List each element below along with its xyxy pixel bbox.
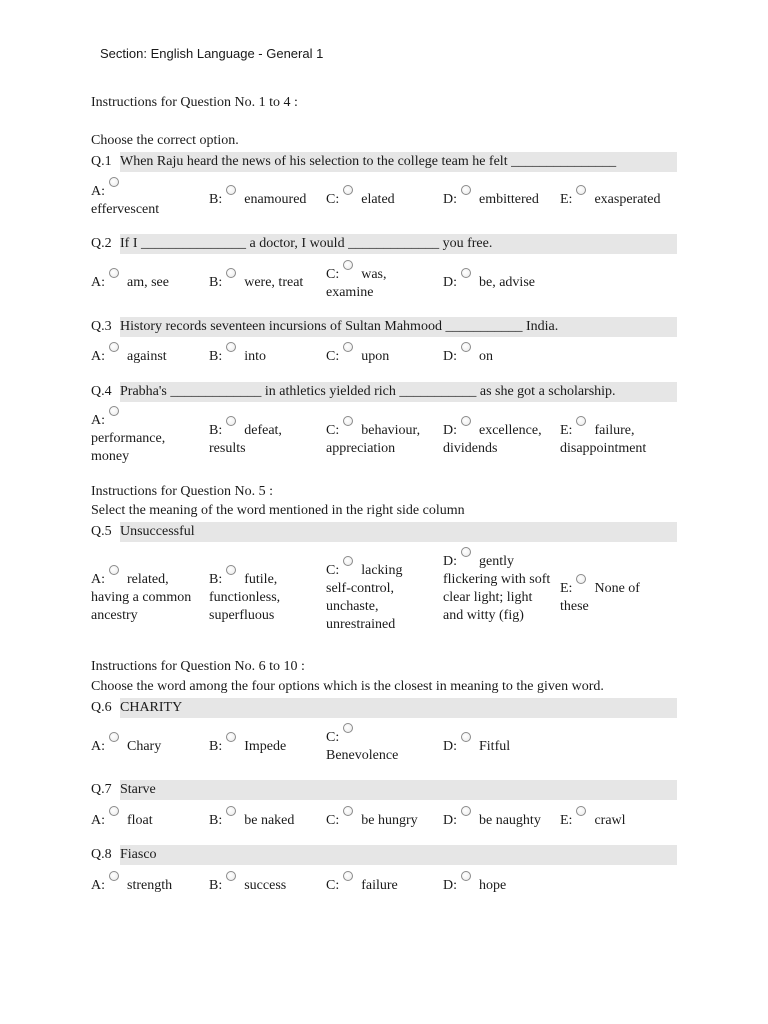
option-letter: B:	[209, 275, 223, 290]
radio-button[interactable]	[461, 342, 471, 352]
question-4	[91, 382, 677, 402]
option-letter: C:	[326, 423, 340, 438]
radio-button[interactable]	[109, 565, 119, 575]
option-e[interactable]	[560, 191, 678, 209]
instructions-text: Select the meaning of the word mentioned in the right side column	[91, 503, 465, 518]
option-d[interactable]	[443, 877, 558, 895]
radio-button[interactable]	[109, 177, 119, 187]
instructions-heading: Instructions for Question No. 1 to 4 :	[91, 95, 298, 110]
question-number: Q.2	[91, 236, 112, 251]
radio-button[interactable]	[461, 416, 471, 426]
option-text: excellence, dividends	[443, 423, 542, 456]
option-d[interactable]	[443, 274, 558, 292]
option-text: embittered	[479, 192, 539, 207]
option-text: None of these	[560, 581, 640, 614]
radio-button[interactable]	[343, 806, 353, 816]
radio-button[interactable]	[109, 732, 119, 742]
question-text: Starve	[120, 780, 677, 800]
radio-button[interactable]	[461, 806, 471, 816]
option-text: Chary	[127, 739, 162, 754]
option-text: success	[244, 878, 287, 893]
option-letter: D:	[443, 554, 457, 569]
option-e[interactable]	[560, 812, 670, 830]
option-e[interactable]	[560, 422, 670, 458]
option-a[interactable]	[91, 571, 206, 625]
option-letter: A:	[91, 413, 105, 428]
option-letter: C:	[326, 730, 340, 745]
option-d[interactable]	[443, 553, 553, 625]
option-letter: D:	[443, 349, 457, 364]
option-letter: B:	[209, 878, 223, 893]
radio-button[interactable]	[226, 416, 236, 426]
option-b[interactable]	[209, 738, 324, 756]
radio-button[interactable]	[109, 342, 119, 352]
option-letter: A:	[91, 739, 105, 754]
option-text: elated	[361, 192, 395, 207]
question-2	[91, 234, 677, 254]
option-c[interactable]	[326, 729, 441, 765]
option-text: failure, disappointment	[560, 423, 647, 456]
option-a[interactable]	[91, 738, 206, 756]
option-text: hope	[479, 878, 507, 893]
question-number: Q.5	[91, 524, 112, 539]
option-b[interactable]	[209, 422, 304, 458]
question-5	[91, 522, 677, 542]
question-text: History records seventeen incursions of Sultan Mahmood ___________ India.	[120, 317, 677, 337]
option-d[interactable]	[443, 191, 558, 209]
option-text: failure	[361, 878, 398, 893]
option-b[interactable]	[209, 877, 324, 895]
option-letter: E:	[560, 192, 573, 207]
option-a[interactable]	[91, 348, 206, 366]
radio-button[interactable]	[461, 547, 471, 557]
question-text: CHARITY	[120, 698, 677, 718]
option-letter: B:	[209, 349, 223, 364]
radio-button[interactable]	[109, 806, 119, 816]
option-letter: B:	[209, 813, 223, 828]
question-text: Fiasco	[120, 845, 677, 865]
option-letter: B:	[209, 192, 223, 207]
option-text: strength	[127, 878, 173, 893]
option-letter: A:	[91, 878, 105, 893]
option-d[interactable]	[443, 348, 558, 366]
option-text: float	[127, 813, 153, 828]
option-letter: D:	[443, 423, 457, 438]
option-a[interactable]	[91, 274, 206, 292]
option-text: were, treat	[244, 275, 304, 290]
radio-button[interactable]	[109, 871, 119, 881]
question-number: Q.4	[91, 384, 112, 399]
option-letter: A:	[91, 349, 105, 364]
option-text: be hungry	[361, 813, 418, 828]
radio-button[interactable]	[343, 416, 353, 426]
radio-button[interactable]	[226, 565, 236, 575]
option-text: on	[479, 349, 493, 364]
section-title: Section: English Language - General 1	[100, 46, 324, 61]
option-text: enamoured	[244, 192, 307, 207]
instructions-text: Choose the word among the four options which is the closest in meaning to the given word.	[91, 679, 604, 694]
option-text: was, examine	[326, 267, 387, 300]
option-text: related, having a common ancestry	[91, 572, 192, 623]
radio-button[interactable]	[226, 185, 236, 195]
instructions-text: Choose the correct option.	[91, 133, 239, 148]
question-1	[91, 152, 677, 172]
option-letter: C:	[326, 349, 340, 364]
radio-button[interactable]	[343, 185, 353, 195]
option-letter: C:	[326, 267, 340, 282]
option-text: gently flickering with soft clear light; light and witty (fig)	[443, 554, 551, 623]
radio-button[interactable]	[343, 723, 353, 733]
radio-button[interactable]	[226, 268, 236, 278]
option-text: Benevolence	[326, 748, 399, 763]
radio-button[interactable]	[576, 416, 586, 426]
option-text: against	[127, 349, 167, 364]
radio-button[interactable]	[343, 556, 353, 566]
option-e[interactable]	[560, 580, 660, 616]
option-text: into	[244, 349, 267, 364]
option-letter: E:	[560, 581, 573, 596]
instructions-heading: Instructions for Question No. 6 to 10 :	[91, 659, 305, 674]
option-a[interactable]	[91, 877, 206, 895]
question-8	[91, 845, 677, 865]
option-letter: C:	[326, 563, 340, 578]
radio-button[interactable]	[226, 342, 236, 352]
radio-button[interactable]	[109, 268, 119, 278]
option-c[interactable]	[326, 266, 416, 302]
option-text: crawl	[594, 813, 626, 828]
option-text: am, see	[127, 275, 169, 290]
option-c[interactable]	[326, 422, 441, 458]
option-letter: D:	[443, 813, 457, 828]
option-text: Fitful	[479, 739, 511, 754]
option-text: Impede	[244, 739, 287, 754]
option-letter: D:	[443, 878, 457, 893]
option-text: effervescent	[91, 202, 160, 217]
option-d[interactable]	[443, 812, 561, 830]
option-letter: C:	[326, 192, 340, 207]
option-d[interactable]	[443, 738, 558, 756]
option-a[interactable]	[91, 183, 201, 219]
option-text: futile, functionless, superfluous	[209, 572, 281, 623]
option-letter: D:	[443, 275, 457, 290]
option-letter: C:	[326, 813, 340, 828]
question-text: When Raju heard the news of his selection to the college team he felt _______________	[120, 152, 677, 172]
option-letter: C:	[326, 878, 340, 893]
radio-button[interactable]	[343, 871, 353, 881]
question-7	[91, 780, 677, 800]
option-letter: B:	[209, 572, 223, 587]
option-c[interactable]	[326, 562, 426, 634]
option-letter: D:	[443, 192, 457, 207]
question-text: If I _______________ a doctor, I would _____________ you free.	[120, 234, 677, 254]
option-text: be naked	[244, 813, 295, 828]
question-number: Q.6	[91, 700, 112, 715]
question-number: Q.1	[91, 154, 112, 169]
option-b[interactable]	[209, 348, 324, 366]
option-b[interactable]	[209, 812, 324, 830]
question-number: Q.7	[91, 782, 112, 797]
radio-button[interactable]	[461, 871, 471, 881]
question-text: Unsuccessful	[120, 522, 677, 542]
option-letter: A:	[91, 572, 105, 587]
radio-button[interactable]	[343, 260, 353, 270]
option-c[interactable]	[326, 348, 441, 366]
option-letter: A:	[91, 813, 105, 828]
option-text: be, advise	[479, 275, 535, 290]
option-letter: B:	[209, 739, 223, 754]
radio-button[interactable]	[461, 732, 471, 742]
option-letter: B:	[209, 423, 223, 438]
radio-button[interactable]	[109, 406, 119, 416]
option-b[interactable]	[209, 191, 324, 209]
option-c[interactable]	[326, 877, 441, 895]
radio-button[interactable]	[343, 342, 353, 352]
option-letter: E:	[560, 423, 573, 438]
question-text: Prabha's _____________ in athletics yielded rich ___________ as she got a scholarship.	[120, 382, 677, 402]
option-b[interactable]	[209, 274, 324, 292]
option-b[interactable]	[209, 571, 309, 625]
radio-button[interactable]	[226, 806, 236, 816]
option-a[interactable]	[91, 812, 206, 830]
radio-button[interactable]	[461, 268, 471, 278]
radio-button[interactable]	[576, 806, 586, 816]
option-letter: A:	[91, 275, 105, 290]
radio-button[interactable]	[576, 185, 586, 195]
option-text: be naughty	[479, 813, 541, 828]
option-text: exasperated	[594, 192, 661, 207]
option-text: upon	[361, 349, 390, 364]
option-letter: D:	[443, 739, 457, 754]
radio-button[interactable]	[576, 574, 586, 584]
question-6	[91, 698, 677, 718]
option-c[interactable]	[326, 191, 441, 209]
option-letter: A:	[91, 184, 105, 199]
option-text: behaviour, appreciation	[326, 423, 421, 456]
question-3	[91, 317, 677, 337]
question-number: Q.3	[91, 319, 112, 334]
option-text: defeat, results	[209, 423, 282, 456]
question-number: Q.8	[91, 847, 112, 862]
option-d[interactable]	[443, 422, 558, 458]
option-c[interactable]	[326, 812, 441, 830]
radio-button[interactable]	[226, 871, 236, 881]
option-text: performance, money	[91, 431, 166, 464]
option-a[interactable]	[91, 412, 191, 466]
instructions-heading: Instructions for Question No. 5 :	[91, 484, 273, 499]
option-text: lacking self-control, unchaste, unrestrained	[326, 563, 403, 632]
option-letter: E:	[560, 813, 573, 828]
radio-button[interactable]	[461, 185, 471, 195]
radio-button[interactable]	[226, 732, 236, 742]
